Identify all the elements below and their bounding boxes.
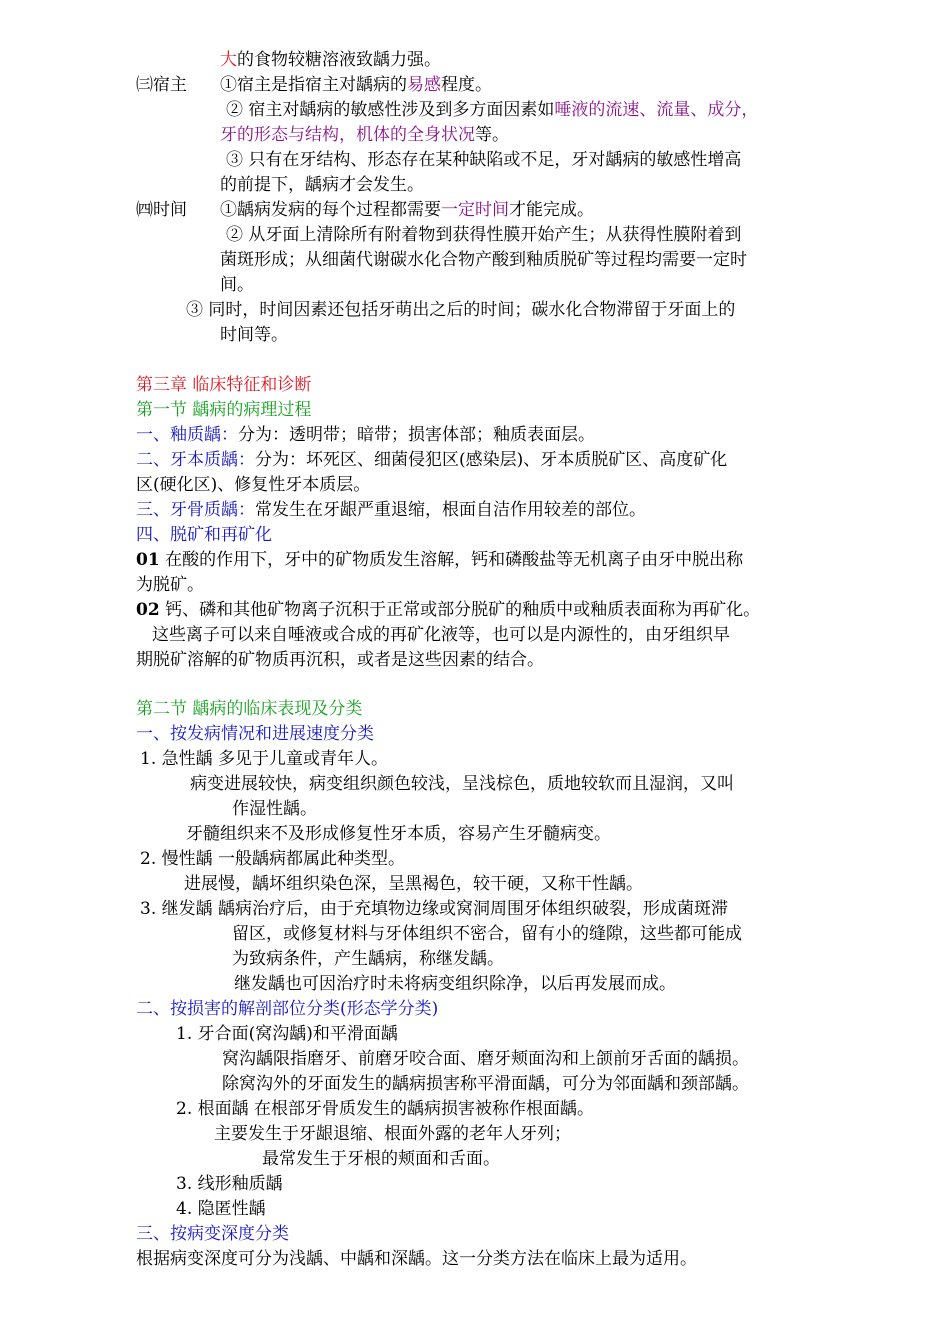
demin-01-line1 xyxy=(136,548,743,572)
acute-caries xyxy=(140,747,388,771)
acute-l1: 病变进展较快，病变组织颜色较浅，呈浅棕色，质地较软而且湿润，又叫 xyxy=(190,774,734,794)
item-label: 1. 急性龋 xyxy=(140,749,213,769)
subheading: 二、牙本质龋： xyxy=(136,450,255,470)
class3-heading: 三、按病变深度分类 xyxy=(136,1224,289,1244)
emphasis-text: 易感 xyxy=(407,75,441,95)
emphasis-text: 牙的形态与结构，机体的全身状况 xyxy=(220,125,475,145)
time-p2-line1: ② 从牙面上清除所有附着物到获得性膜开始产生；从获得性膜附着到 xyxy=(226,225,742,245)
depth-classification: 根据病变深度可分为浅龋、中龋和深龋。这一分类方法在临床上最为适用。 xyxy=(136,1249,697,1269)
body-text: 钙、磷和其他矿物离子沉积于正常或部分脱矿的釉质中或釉质表面称为再矿化。 xyxy=(159,600,761,620)
emphasis-text: 唾液的流速、流量、成分， xyxy=(554,100,759,120)
body-text: 等。 xyxy=(475,125,509,145)
cementum-caries xyxy=(136,498,646,522)
pit-l1: 窝沟龋限指磨牙、前磨牙咬合面、磨牙颊面沟和上颌前牙舌面的龋损。 xyxy=(222,1049,749,1069)
class1-heading: 一、按发病情况和进展速度分类 xyxy=(136,724,374,744)
subheading: 三、牙骨质龋： xyxy=(136,500,255,520)
host-label: ㈢宿主 xyxy=(136,75,187,95)
host-p1 xyxy=(220,73,492,97)
demin-heading: 四、脱矿和再矿化 xyxy=(136,525,272,545)
chapter-title: 第三章 临床特征和诊断 xyxy=(136,375,312,395)
body-text: ①龋病发病的每个过程都需要 xyxy=(220,200,441,220)
time-p2-line2: 菌斑形成；从细菌代谢碳水化合物产酸到釉质脱矿等过程均需要一定时 xyxy=(220,250,747,270)
enamel-caries xyxy=(136,423,595,447)
body-text: 在酸的作用下，牙中的矿物质发生溶解，钙和磷酸盐等无机离子由牙中脱出称 xyxy=(159,550,744,570)
host-p3-line1: ③ 只有在牙结构、形态存在某种缺陷或不足，牙对龋病的敏感性增高 xyxy=(226,150,742,170)
item-number: 02 xyxy=(136,600,160,620)
time-p3-line2: 时间等。 xyxy=(220,325,288,345)
host-p2-line1 xyxy=(226,98,758,122)
host-p3-line2: 的前提下，龋病才会发生。 xyxy=(220,175,424,195)
body-text: 才能完成。 xyxy=(509,200,594,220)
demin-source-line1: 这些离子可以来自唾液或合成的再矿化液等，也可以是内源性的，由牙组织早 xyxy=(152,625,730,645)
time-p3-line1: ③ 同时，时间因素还包括牙萌出之后的时间；碳水化合物滞留于牙面上的 xyxy=(186,300,736,320)
section-title: 第一节 龋病的病理过程 xyxy=(136,400,312,420)
emphasis-text: 大 xyxy=(220,50,237,70)
item-number: 01 xyxy=(136,550,160,570)
host-intro-line xyxy=(220,48,441,72)
time-p2-line3: 间。 xyxy=(220,275,254,295)
chronic-caries xyxy=(140,847,405,871)
section-title: 第二节 龋病的临床表现及分类 xyxy=(136,699,363,719)
pit-fissure-label: 1. 牙合面(窝沟龋)和平滑面龋 xyxy=(176,1024,398,1044)
secondary-l2: 留区，或修复材料与牙体组织不密合，留有小的缝隙，这些都可能成 xyxy=(232,924,742,944)
root-l2: 最常发生于牙根的颊面和舌面。 xyxy=(262,1149,500,1169)
secondary-caries xyxy=(140,897,728,921)
dentin-caries-line2: 区(硬化区)、修复性牙本质层。 xyxy=(136,475,371,495)
dentin-caries-line1 xyxy=(136,448,727,472)
body-text: 分为：坏死区、细菌侵犯区(感染层)、牙本质脱矿区、高度矿化 xyxy=(255,450,728,470)
demin-source-line2: 期脱矿溶解的矿物质再沉积，或者是这些因素的结合。 xyxy=(136,650,544,670)
item-label: 2. 根面龋 xyxy=(176,1099,249,1119)
demin-02-line1 xyxy=(136,598,760,622)
body-text: 一般龋病都属此种类型。 xyxy=(212,849,406,869)
root-caries xyxy=(176,1097,594,1121)
pit-l2: 除窝沟外的牙面发生的龋病损害称平滑面龋，可分为邻面龋和颈部龋。 xyxy=(222,1074,749,1094)
chronic-l1: 进展慢，龋坏组织染色深，呈黑褐色，较干硬，又称干性龋。 xyxy=(184,874,643,894)
acute-l2: 作湿性龋。 xyxy=(232,799,317,819)
body-text: 常发生在牙龈严重退缩，根面自洁作用较差的部位。 xyxy=(255,500,646,520)
body-text: 多见于儿童或青年人。 xyxy=(212,749,389,769)
subheading: 一、釉质龋： xyxy=(136,425,238,445)
acute-l3: 牙髓组织来不及形成修复性牙本质，容易产生牙髓病变。 xyxy=(186,824,611,844)
body-text: 龋病治疗后，由于充填物边缘或窝洞周围牙体组织破裂，形成菌斑滞 xyxy=(212,899,729,919)
secondary-l4: 继发龋也可因治疗时未将病变组织除净，以后再发展而成。 xyxy=(234,974,676,994)
time-p1 xyxy=(220,198,594,222)
time-label: ㈣时间 xyxy=(136,200,187,220)
linear-enamel-caries: 3. 线形釉质龋 xyxy=(176,1174,283,1194)
item-label: 3. 继发龋 xyxy=(140,899,213,919)
body-text: 程度。 xyxy=(441,75,492,95)
body-text: 在根部牙骨质发生的龋病损害被称作根面龋。 xyxy=(248,1099,595,1119)
host-p2-line2 xyxy=(220,123,509,147)
body-text: 的食物较糖溶液致龋力强。 xyxy=(237,50,441,70)
body-text: 分为：透明带；暗带；损害体部；釉质表面层。 xyxy=(238,425,595,445)
body-text: ② 宿主对龋病的敏感性涉及到多方面因素如 xyxy=(226,100,555,120)
demin-01-line2: 为脱矿。 xyxy=(136,575,204,595)
secondary-l3: 为致病条件，产生龋病，称继发龋。 xyxy=(232,949,504,969)
body-text: ①宿主是指宿主对龋病的 xyxy=(220,75,407,95)
hidden-caries: 4. 隐匿性龋 xyxy=(176,1199,266,1219)
root-l1: 主要发生于牙龈退缩、根面外露的老年人牙列； xyxy=(214,1124,571,1144)
emphasis-text: 一定时间 xyxy=(441,200,509,220)
class2-heading: 二、按损害的解剖部位分类(形态学分类) xyxy=(136,999,439,1019)
item-label: 2. 慢性龋 xyxy=(140,849,213,869)
